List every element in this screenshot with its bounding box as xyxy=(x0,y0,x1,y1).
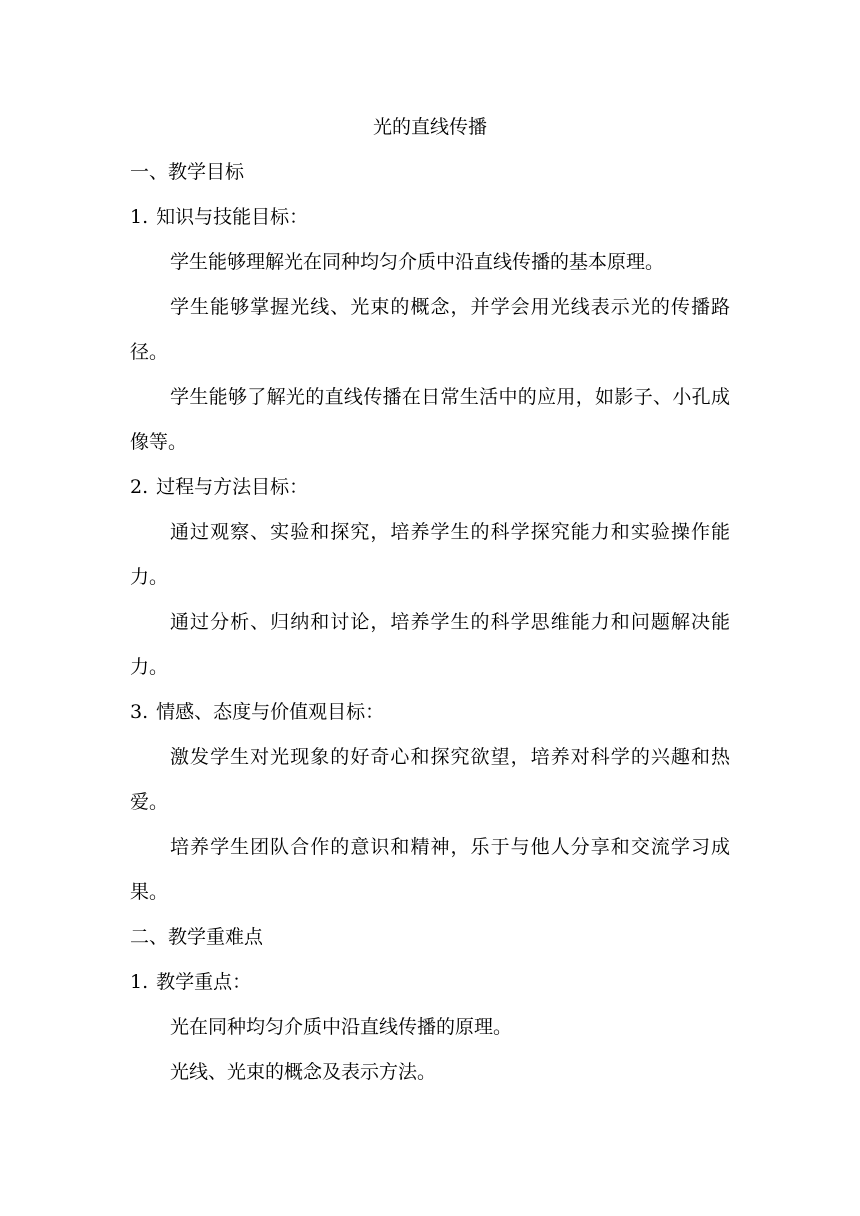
document-title: 光的直线传播 xyxy=(372,116,487,138)
paragraph: 光在同种均匀介质中沿直线传播的原理。 xyxy=(170,1016,513,1038)
item-number: 2. xyxy=(130,476,149,498)
item-label: 过程与方法目标： xyxy=(156,476,309,498)
key-point-heading xyxy=(130,967,730,997)
item-label: 教学重点： xyxy=(156,971,252,993)
paragraph: 学生能够了解光的直线传播在日常生活中的应用，如影子、小孔成像等。 xyxy=(130,386,730,453)
item-number: 3. xyxy=(130,701,149,723)
objective-heading-attitude xyxy=(130,697,730,727)
paragraph: 学生能够理解光在同种均匀介质中沿直线传播的基本原理。 xyxy=(170,251,665,273)
item-number: 1. xyxy=(130,206,149,228)
paragraph: 培养学生团队合作的意识和精神，乐于与他人分享和交流学习成果。 xyxy=(130,836,730,903)
objective-heading-knowledge xyxy=(130,202,730,232)
section-heading-objectives: 一、教学目标 xyxy=(130,161,245,183)
item-label: 知识与技能目标： xyxy=(156,206,309,228)
paragraph: 通过观察、实验和探究，培养学生的科学探究能力和实验操作能力。 xyxy=(130,521,730,588)
paragraph: 激发学生对光现象的好奇心和探究欲望，培养对科学的兴趣和热爱。 xyxy=(130,746,730,813)
item-label: 情感、态度与价值观目标： xyxy=(156,701,385,723)
paragraph: 通过分析、归纳和讨论，培养学生的科学思维能力和问题解决能力。 xyxy=(130,611,730,678)
section-heading-key-points: 二、教学重难点 xyxy=(130,926,264,948)
paragraph: 光线、光束的概念及表示方法。 xyxy=(170,1061,437,1083)
paragraph: 学生能够掌握光线、光束的概念，并学会用光线表示光的传播路径。 xyxy=(130,296,730,363)
objective-heading-process xyxy=(130,472,730,502)
item-number: 1. xyxy=(130,971,149,993)
